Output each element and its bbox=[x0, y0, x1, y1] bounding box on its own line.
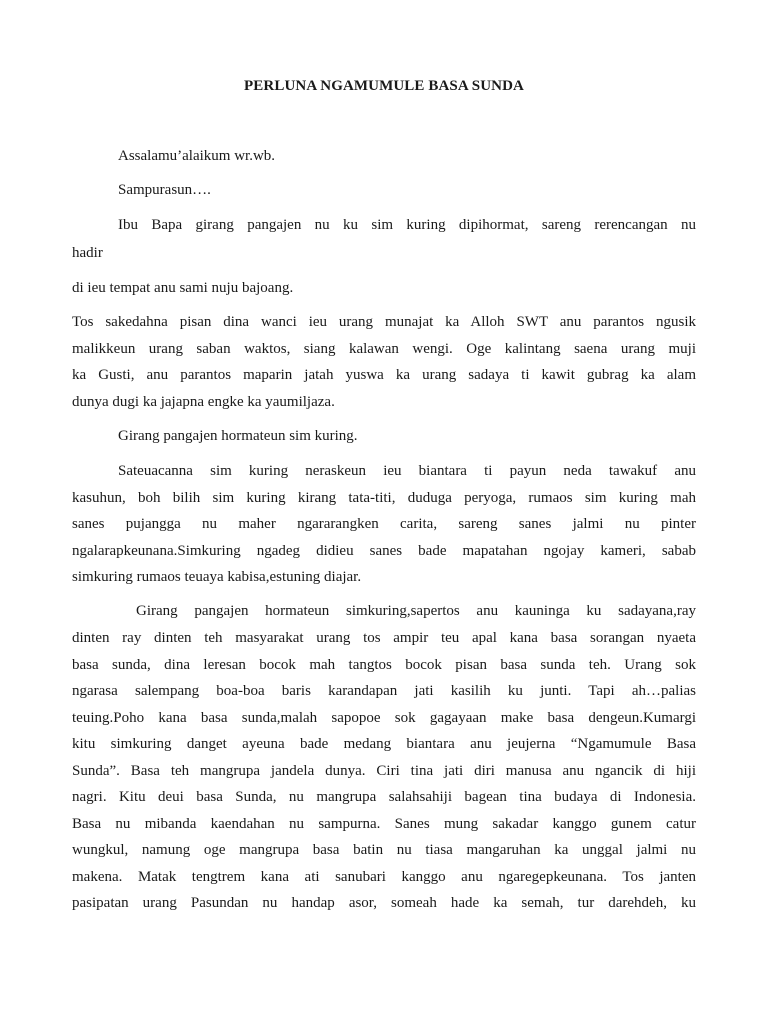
paragraph-5-line-10: wungkul, namung oge mangrupa basa batin nu tiasa mangaruhan ka unggal jalmi nu bbox=[72, 842, 696, 858]
paragraph-4-line-4: ngalarapkeunana.Simkuring ngadeg didieu sanes bade mapatahan ngojay kameri, sabab bbox=[72, 543, 696, 559]
paragraph-4-line-2: kasuhun, boh bilih sim kuring kirang tata-titi, duduga peryoga, rumaos sim kuring mah bbox=[72, 490, 696, 506]
greeting-assalamualaikum: Assalamu’alaikum wr.wb. bbox=[118, 148, 276, 164]
paragraph-5-line-2: dinten ray dinten teh masyarakat urang tos ampir teu apal kana basa sorangan nyaeta bbox=[72, 630, 696, 646]
paragraph-5-line-5: teuing.Poho kana basa sunda,malah sapopoe sok gagayaan make basa dengeun.Kumargi bbox=[72, 710, 696, 726]
paragraph-1-line-3: di ieu tempat anu sami nuju bajoang. bbox=[72, 280, 294, 296]
paragraph-3-line-1: Girang pangajen hormateun sim kuring. bbox=[118, 428, 358, 444]
paragraph-1-line-2: hadir bbox=[72, 245, 103, 261]
paragraph-5-line-12: pasipatan urang Pasundan nu handap asor, someah hade ka semah, tur darehdeh, ku bbox=[72, 895, 696, 911]
document-title: PERLUNA NGAMUMULE BASA SUNDA bbox=[244, 78, 524, 94]
paragraph-2-line-4: dunya dugi ka jajapna engke ka yaumiljaza. bbox=[72, 394, 335, 410]
paragraph-2-line-3: ka Gusti, anu parantos maparin jatah yuswa ka urang sadaya ti kawit gubrag ka alam bbox=[72, 367, 696, 383]
paragraph-5-line-3: basa sunda, dina leresan bocok mah tangtos bocok pisan basa sunda teh. Urang sok bbox=[72, 657, 696, 673]
paragraph-5-line-8: nagri. Kitu deui basa Sunda, nu mangrupa salahsahiji bagean tina budaya di Indonesia. bbox=[72, 789, 696, 805]
paragraph-4-line-1: Sateuacanna sim kuring neraskeun ieu biantara ti payun neda tawakuf anu bbox=[118, 463, 696, 479]
paragraph-2-line-1: Tos sakedahna pisan dina wanci ieu urang munajat ka Alloh SWT anu parantos ngusik bbox=[72, 314, 696, 330]
document-page bbox=[72, 0, 696, 1024]
paragraph-5-line-1: Girang pangajen hormateun simkuring,sapertos anu kauninga ku sadayana,ray bbox=[136, 603, 696, 619]
paragraph-5-line-11: makena. Matak tengtrem kana ati sanubari kanggo anu ngaregepkeunana. Tos janten bbox=[72, 869, 696, 885]
paragraph-5-line-4: ngarasa salempang boa-boa baris karandapan jati kasilih ku junti. Tapi ah…palias bbox=[72, 683, 696, 699]
paragraph-5-line-7: Sunda”. Basa teh mangrupa jandela dunya. Ciri tina jati diri manusa anu ngancik di hiji bbox=[72, 763, 696, 779]
paragraph-4-line-3: sanes pujangga nu maher ngararangken carita, sareng sanes jalmi nu pinter bbox=[72, 516, 696, 532]
paragraph-2-line-2: malikkeun urang saban waktos, siang kalawan wengi. Oge kalintang saena urang muji bbox=[72, 341, 696, 357]
paragraph-4-line-5: simkuring rumaos teuaya kabisa,estuning diajar. bbox=[72, 569, 362, 585]
paragraph-1-line-1: Ibu Bapa girang pangajen nu ku sim kuring dipihormat, sareng rerencangan nu bbox=[118, 217, 696, 233]
greeting-sampurasun: Sampurasun…. bbox=[118, 182, 211, 198]
paragraph-5-line-6: kitu simkuring danget ayeuna bade medang biantara anu jeujerna “Ngamumule Basa bbox=[72, 736, 696, 752]
paragraph-5-line-9: Basa nu mibanda kaendahan nu sampurna. Sanes mung sakadar kanggo gunem catur bbox=[72, 816, 696, 832]
